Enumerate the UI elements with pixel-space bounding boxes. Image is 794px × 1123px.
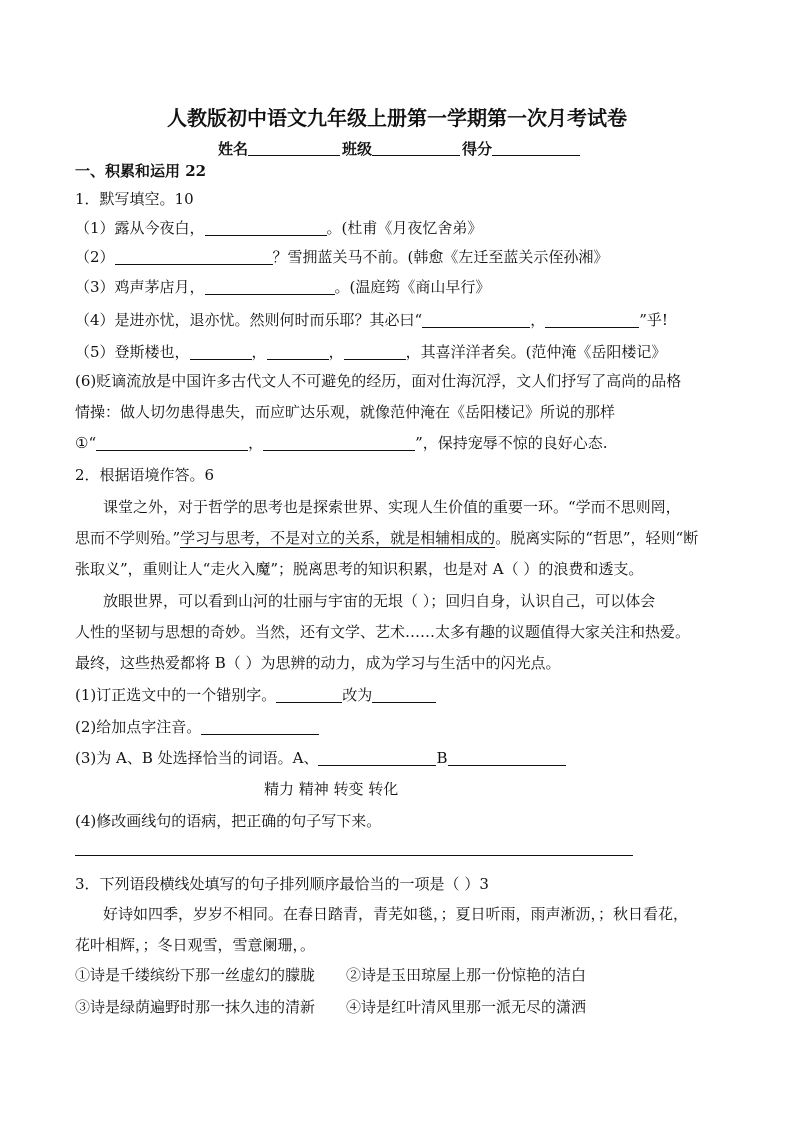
q1-line-6b: 情操：做人切勿患得患失，而应旷达乐观，就像范仲淹在《岳阳楼记》所说的那样 xyxy=(75,403,616,421)
q2-s3-text-a: (3)为 A、B 处选择恰当的词语。A、 xyxy=(75,749,319,767)
q1-line-3-text-b: 。(温庭筠《商山早行》 xyxy=(334,278,491,296)
q1-line-6a: (6)贬谪流放是中国许多古代文人不可避免的经历，面对仕海沉浮，文人们抒写了高尚的品格 xyxy=(75,372,682,390)
answer-blank[interactable] xyxy=(205,278,335,295)
section-heading: 一、积累和运用 22 xyxy=(75,162,207,180)
exam-title: 人教版初中语文九年级上册第一学期第一次月考试卷 xyxy=(167,106,627,130)
answer-blank[interactable] xyxy=(422,311,530,328)
underlined-sentence: 学习与思考，不是对立的关系，就是相辅相成的 xyxy=(180,529,496,547)
q1-line-4-text-a: （4）是进亦忧，退亦忧。然则何时而乐耶？其必曰“ xyxy=(75,311,423,329)
q1-line-5-sep-1: ， xyxy=(251,343,267,361)
word-choices: 精力 精神 转变 转化 xyxy=(264,780,399,798)
class-label: 班级 xyxy=(342,140,373,158)
q1-line-2-text-a: （2） xyxy=(75,248,115,266)
answer-blank[interactable] xyxy=(276,686,342,703)
q1-line-1-text-a: （1）露从今夜白， xyxy=(75,219,205,237)
q1-line-6c-text-a: ①“ xyxy=(75,434,97,452)
answer-blank[interactable] xyxy=(263,434,415,451)
q2-subquestion-3 xyxy=(75,747,566,769)
student-info-row xyxy=(218,138,582,160)
answer-blank[interactable] xyxy=(372,686,436,703)
answer-blank[interactable] xyxy=(448,749,566,766)
q1-line-1-text-b: 。(杜甫《月夜忆舍弟》 xyxy=(326,219,483,237)
q1-line-5 xyxy=(75,341,666,363)
answer-blank[interactable] xyxy=(205,219,327,236)
answer-line[interactable] xyxy=(75,855,633,856)
name-label: 姓名 xyxy=(218,140,249,158)
q2-s1-text-a: (1)订正选文中的一个错别字。 xyxy=(75,686,277,704)
q3-passage-line: 好诗如四季，岁岁不相同。在春日踏青，青芜如毯，；夏日听雨，雨声淅沥，；秋日看花， xyxy=(103,905,689,923)
q1-line-5-sep-2: ， xyxy=(328,343,344,361)
q2-s2-text: (2)给加点字注音。 xyxy=(75,718,202,736)
q1-line-3-text-a: （3）鸡声茅店月， xyxy=(75,278,205,296)
q1-line-4 xyxy=(75,309,668,331)
q1-line-4-text-c: ”乎! xyxy=(639,311,668,329)
q1-line-6c xyxy=(75,432,608,454)
q1-line-1 xyxy=(75,217,482,239)
q3-option-3: ③诗是绿荫遍野时那一抹久违的清新 xyxy=(75,998,316,1016)
answer-blank[interactable] xyxy=(545,311,639,328)
q1-line-4-text-b: ， xyxy=(530,311,546,329)
q2-subquestion-1 xyxy=(75,684,436,706)
q3-option-2: ②诗是玉田琼屋上那一份惊艳的洁白 xyxy=(346,966,587,984)
class-field[interactable] xyxy=(372,139,460,156)
q2-s1-text-b: 改为 xyxy=(342,686,373,704)
q1-line-2 xyxy=(75,246,608,268)
q2-passage-line: 最终，这些热爱都将 B（ ）为思辨的动力，成为学习与生活中的闪光点。 xyxy=(75,654,561,672)
q1-line-6c-sep: ， xyxy=(248,434,264,452)
q2-passage-line: 课堂之外，对于哲学的思考也是探索世界、实现人生价值的重要一环。“学而不思则罔， xyxy=(103,498,681,516)
answer-blank[interactable] xyxy=(115,248,273,265)
q2-passage-text: 。脱离实际的“哲思”，轻则“断 xyxy=(495,529,699,547)
answer-blank[interactable] xyxy=(96,434,248,451)
answer-blank[interactable] xyxy=(190,343,252,360)
q2-passage-line: 人性的坚韧与思想的奇妙。当然，还有文学、艺术……太多有趣的议题值得大家关注和热爱。 xyxy=(75,623,691,641)
q1-line-2-text-b: ？雪拥蓝关马不前。(韩愈《左迁至蓝关示侄孙湘》 xyxy=(272,248,609,266)
answer-blank[interactable] xyxy=(318,749,436,766)
q3-passage-line: 花叶相辉，；冬日观雪，雪意阑珊，。 xyxy=(75,936,316,954)
q1-line-3 xyxy=(75,276,490,298)
answer-blank[interactable] xyxy=(267,343,329,360)
q1-line-5-text-a: （5）登斯楼也， xyxy=(75,343,190,361)
q3-option-1: ①诗是千缕缤纷下那一丝虚幻的朦胧 xyxy=(75,966,316,984)
q1-heading: 1．默写填空。10 xyxy=(75,190,194,208)
q2-passage-line: 放眼世界，可以看到山河的壮丽与宇宙的无垠（ ）；回归自身，认识自己，可以体会 xyxy=(103,592,656,610)
name-field[interactable] xyxy=(248,139,340,156)
q3-option-4: ④诗是红叶清风里那一派无尽的潇洒 xyxy=(346,998,587,1016)
q3-heading: 3．下列语段横线处填写的句子排列顺序最恰当的一项是（ ）3 xyxy=(75,875,489,893)
q1-line-6c-text-b: ”，保持宠辱不惊的良好心态. xyxy=(415,434,608,452)
q2-passage-text: 思而不学则殆。” xyxy=(75,529,181,547)
q2-subquestion-4: (4)修改画线句的语病，把正确的句子写下来。 xyxy=(75,812,382,830)
q2-passage-line: 张取义”，重则让人“走火入魔”；脱离思考的知识积累，也是对 A（ ）的浪费和透支。 xyxy=(75,560,644,578)
score-field[interactable] xyxy=(492,139,580,156)
score-label: 得分 xyxy=(462,140,493,158)
q2-heading: 2．根据语境作答。6 xyxy=(75,466,215,484)
q2-s3-text-b: B xyxy=(436,749,448,767)
q1-line-5-text-d: ，其喜洋洋者矣。(范仲淹《岳阳楼记》 xyxy=(405,343,667,361)
q2-subquestion-2 xyxy=(75,716,319,738)
answer-blank[interactable] xyxy=(344,343,406,360)
q2-passage-line xyxy=(75,527,698,549)
answer-blank[interactable] xyxy=(201,718,319,735)
